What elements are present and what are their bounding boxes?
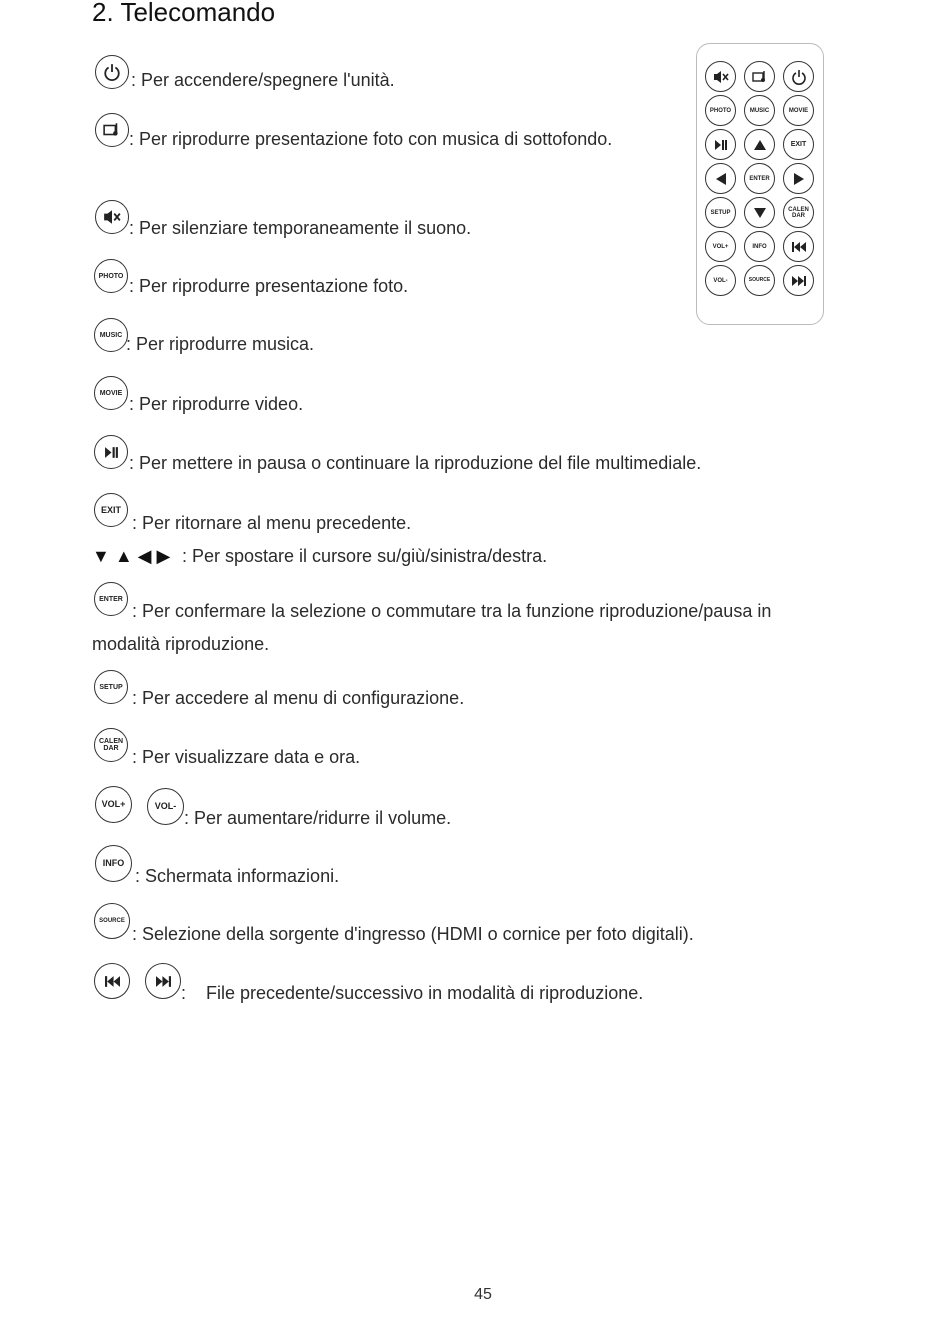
previous-icon	[783, 231, 814, 262]
slideshow-music-description: : Per riprodurre presentazione foto con musica di sottofondo.	[129, 129, 613, 149]
down-arrow-icon	[744, 197, 775, 228]
vol-minus-button-icon: VOL-	[705, 265, 736, 296]
enter-button-icon: ENTER	[94, 582, 128, 616]
power-icon	[783, 61, 814, 92]
dar-label: DAR	[792, 212, 805, 219]
section-title: 2. Telecomando	[92, 0, 276, 27]
next-icon	[145, 963, 181, 999]
music-description: : Per riprodurre musica.	[126, 334, 315, 354]
vol-plus-button-icon: VOL+	[95, 786, 132, 823]
vol-plus-button-icon: VOL+	[705, 231, 736, 262]
calendar-description: : Per visualizzare data e ora.	[132, 747, 361, 767]
next-icon	[783, 265, 814, 296]
calendar-button-icon	[783, 197, 814, 228]
setup-button-icon: SETUP	[705, 197, 736, 228]
mute-icon	[95, 200, 129, 234]
source-button-icon: SOURCE	[94, 903, 130, 939]
prev-next-description: File precedente/successivo in modalità di riproduzione.	[206, 983, 644, 1003]
enter-description-line2: modalità riproduzione.	[92, 634, 270, 654]
music-button-icon: MUSIC	[744, 95, 775, 126]
left-arrow-icon	[705, 163, 736, 194]
calen-label: CALEN	[788, 206, 809, 213]
right-arrow-icon	[783, 163, 814, 194]
play-pause-icon	[94, 435, 128, 469]
setup-description: : Per accedere al menu di configurazione.	[132, 688, 465, 708]
play-pause-icon	[705, 129, 736, 160]
music-button-icon: MUSIC	[94, 318, 128, 352]
movie-button-icon: MOVIE	[783, 95, 814, 126]
exit-button-icon: EXIT	[783, 129, 814, 160]
photo-description: : Per riprodurre presentazione foto.	[129, 276, 409, 296]
info-description: : Schermata informazioni.	[135, 866, 340, 886]
slideshow-music-icon	[744, 61, 775, 92]
photo-button-icon: PHOTO	[705, 95, 736, 126]
power-icon	[95, 55, 129, 89]
vol-minus-button-icon: VOL-	[147, 788, 184, 825]
volume-description: : Per aumentare/ridurre il volume.	[184, 808, 452, 828]
mute-description: : Per silenziare temporaneamente il suono.	[129, 218, 472, 238]
enter-button-icon: ENTER	[744, 163, 775, 194]
up-arrow-icon	[744, 129, 775, 160]
exit-button-icon: EXIT	[94, 493, 128, 527]
power-description: : Per accendere/spegnere l'unità.	[131, 70, 395, 90]
slideshow-music-icon	[95, 113, 129, 147]
calendar-button-icon	[94, 728, 128, 762]
arrows-description: : Per spostare il cursore su/giù/sinistra/destra.	[182, 546, 548, 566]
remote-control-illustration	[696, 43, 824, 325]
play-pause-description: : Per mettere in pausa o continuare la riproduzione del file multimediale.	[129, 453, 702, 473]
page-number: 45	[474, 1286, 492, 1303]
photo-button-icon: PHOTO	[94, 259, 128, 293]
dar-label: DAR	[103, 745, 119, 752]
source-button-icon: SOURCE	[744, 265, 775, 296]
info-button-icon: INFO	[95, 845, 132, 882]
setup-button-icon: SETUP	[94, 670, 128, 704]
enter-description-line1: : Per confermare la selezione o commutare tra la funzione riproduzione/pausa in	[132, 601, 772, 621]
info-button-icon: INFO	[744, 231, 775, 262]
movie-description: : Per riprodurre video.	[129, 394, 304, 414]
source-description: : Selezione della sorgente d'ingresso (HDMI o cornice per foto digitali).	[132, 924, 694, 944]
exit-description: : Per ritornare al menu precedente.	[132, 513, 412, 533]
previous-icon	[94, 963, 130, 999]
mute-icon	[705, 61, 736, 92]
arrow-symbols: ▼ ▲ ◀ ▶	[92, 546, 171, 566]
calen-label: CALEN	[98, 738, 124, 745]
prev-next-colon: :	[181, 983, 187, 1003]
movie-button-icon: MOVIE	[94, 376, 128, 410]
